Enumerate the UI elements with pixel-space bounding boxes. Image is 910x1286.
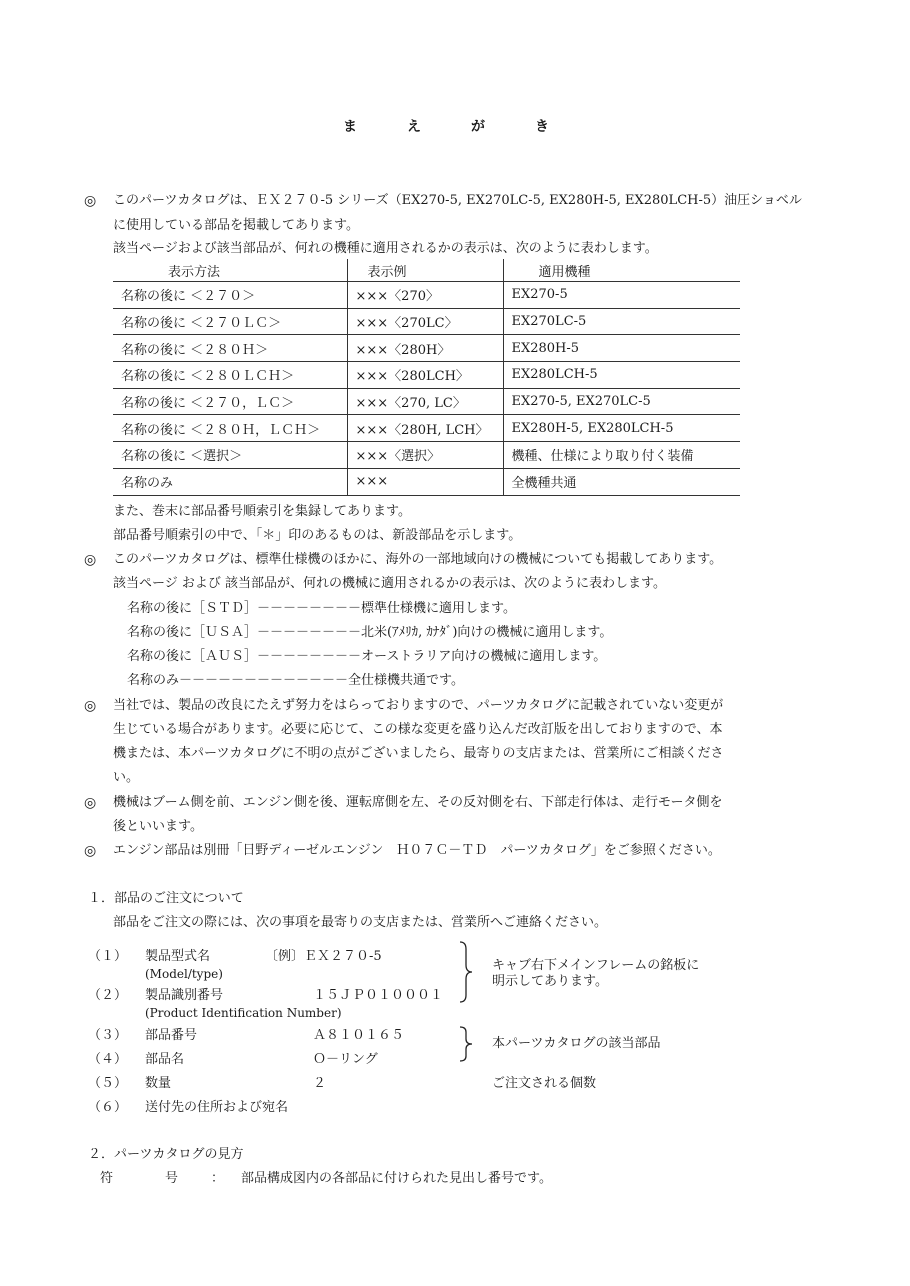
item-value: Ｏ－リング [313,1052,378,1067]
section-2-heading: ２．パーツカタログの見方 [88,1147,244,1162]
table-row [113,282,740,309]
notice-line-1: 当社では、製品の改良にたえず努力をはらっておりますので、パーツカタログに記載されていない変更が [113,698,724,713]
after-table-line-2: 部品番号順索引の中で、「＊」印のあるものは、新設部品を示します。 [113,528,522,543]
item-value: １５ＪＰ０１０００１ [313,988,444,1003]
section-1-intro: 部品をご注文の際には、次の事項を最寄りの支店または、営業所へご連絡ください。 [113,915,608,930]
cell-method: 名称のみ [113,468,347,495]
cell-model: EX270-5, EX270LC-5 [503,388,740,415]
item-number: （５） [88,1076,128,1091]
item-label: 製品識別番号 [145,988,224,1003]
cell-example: ×××〈280H〉 [347,335,503,362]
item-sublabel: (Product Identification Number) [145,1006,342,1020]
cell-example: ×××〈280H, LCH〉 [347,415,503,442]
cell-method: 名称の後に ＜２７０＞ [113,282,347,309]
item-number: （３） [88,1028,128,1043]
cell-model: 機種、仕様により取り付く装備 [503,442,740,469]
table-row [113,415,740,442]
cell-example: ×××〈270〉 [347,282,503,309]
note-a-line-1: キャブ右下メインフレームの銘板に [492,958,700,973]
brace-b [458,1026,474,1062]
spec-line-2: 該当ページ および 該当部品が、何れの機械に適用されるかの表示は、次のように表わします。 [113,576,666,591]
bullet-mark: ◎ [84,193,97,209]
bullet-mark: ◎ [84,843,97,859]
item-number: （４） [88,1052,128,1067]
item-label: 数量 [145,1076,172,1091]
item-label: 製品型式名 [145,949,211,964]
section-2-colon: ： [211,1171,225,1186]
table-row [113,335,740,362]
header-applicable-model: 適用機種 [503,259,740,282]
spec-item: 名称の後に［ＡＵＳ］－－－－－－－－オーストラリア向けの機械に適用します。 [127,649,607,664]
item-number: （２） [88,988,128,1003]
note-b: 本パーツカタログの該当部品 [492,1036,661,1051]
notice-line-2: 生じている場合があります。必要に応じて、この様な変更を盛り込んだ改訂版を出しておりますので、本 [113,722,723,737]
table-header-row [113,259,740,282]
brace-a [458,941,474,1003]
section-2-term: 符 号 [100,1171,179,1186]
orientation-line-2: 後といいます。 [113,819,203,834]
item-number: （６） [88,1100,128,1115]
notice-line-3: 機または、本パーツカタログに不明の点がございましたら、最寄りの支店または、営業所にご相談くださ [113,746,724,761]
cell-example: ×××〈270LC〉 [347,308,503,335]
cell-method: 名称の後に ＜選択＞ [113,442,347,469]
page-title: ま え が き [343,119,567,135]
cell-example: ×××〈270, LC〉 [347,388,503,415]
item-value: 〔例〕ＥＸ２７０-5 [265,949,382,964]
notice-line-4: い。 [113,770,140,785]
item-number: （１） [88,949,128,964]
cell-example: ×××〈選択〉 [347,442,503,469]
item-label: 部品名 [145,1052,185,1067]
section-1-heading: １．部品のご注文について [88,891,244,906]
cell-model: EX270LC-5 [503,308,740,335]
intro-line-1: このパーツカタログは、ＥＸ２７０-5 シリーズ（EX270-5, EX270LC-5, EX280H-5, EX280LCH-5）油圧ショベル [113,193,802,208]
cell-example: ××× [347,468,503,495]
cell-method: 名称の後に ＜２８０Ｈ＞ [113,335,347,362]
after-table-line-1: また、巻末に部品番号順索引を集録してあります。 [113,504,411,519]
bullet-mark: ◎ [84,698,97,714]
cell-method: 名称の後に ＜２７０ＬＣ＞ [113,308,347,335]
table-row [113,442,740,469]
cell-model: 全機種共通 [503,468,740,495]
item-value: Ａ８１０１６５ [313,1028,405,1043]
spec-item: 名称の後に［ＳＴＤ］－－－－－－－－標準仕様機に適用します。 [127,601,516,616]
header-example: 表示例 [347,259,503,282]
item-sublabel: (Model/type) [145,967,223,981]
item-label: 部品番号 [145,1028,198,1043]
cell-model: EX280H-5, EX280LCH-5 [503,415,740,442]
intro-line-3: 該当ページおよび該当部品が、何れの機種に適用されるかの表示は、次のように表わします。 [113,241,658,256]
cell-model: EX280LCH-5 [503,362,740,389]
table-row [113,388,740,415]
cell-example: ×××〈280LCH〉 [347,362,503,389]
item-value: ２ [313,1076,327,1091]
spec-line-1: このパーツカタログは、標準仕様機のほかに、海外の一部地域向けの機械についても掲載してあります。 [113,552,723,567]
table-row [113,468,740,495]
note-a-line-2: 明示してあります。 [492,974,608,989]
spec-item: 名称の後に［ＵＳＡ］－－－－－－－－北米(ｱﾒﾘｶ, ｶﾅﾀﾞ)向けの機械に適用します。 [127,625,613,640]
cell-method: 名称の後に ＜２８０ＬＣＨ＞ [113,362,347,389]
orientation-line-1: 機械はブーム側を前、エンジン側を後、運転席側を左、その反対側を右、下部走行体は、走行モータ側を [113,795,723,810]
model-table [113,259,740,496]
table-row [113,308,740,335]
section-2-description: 部品構成図内の各部品に付けられた見出し番号です。 [241,1171,552,1186]
cell-method: 名称の後に ＜２７０，ＬＣ＞ [113,388,347,415]
bullet-mark: ◎ [84,795,97,811]
spec-item: 名称のみ－－－－－－－－－－－－－全仕様機共通です。 [127,673,464,688]
engine-note: エンジン部品は別冊「日野ディーゼルエンジン Ｈ０７Ｃ－ＴＤ パーツカタログ」をご参照ください。 [113,843,721,858]
cell-model: EX270-5 [503,282,740,309]
cell-model: EX280H-5 [503,335,740,362]
intro-line-2: に使用している部品を掲載してあります。 [113,218,359,233]
cell-method: 名称の後に ＜２８０Ｈ，ＬＣＨ＞ [113,415,347,442]
table-row [113,362,740,389]
header-display-method: 表示方法 [113,259,347,282]
note-c: ご注文される個数 [492,1076,597,1091]
item-label: 送付先の住所および宛名 [145,1100,289,1115]
bullet-mark: ◎ [84,552,97,568]
